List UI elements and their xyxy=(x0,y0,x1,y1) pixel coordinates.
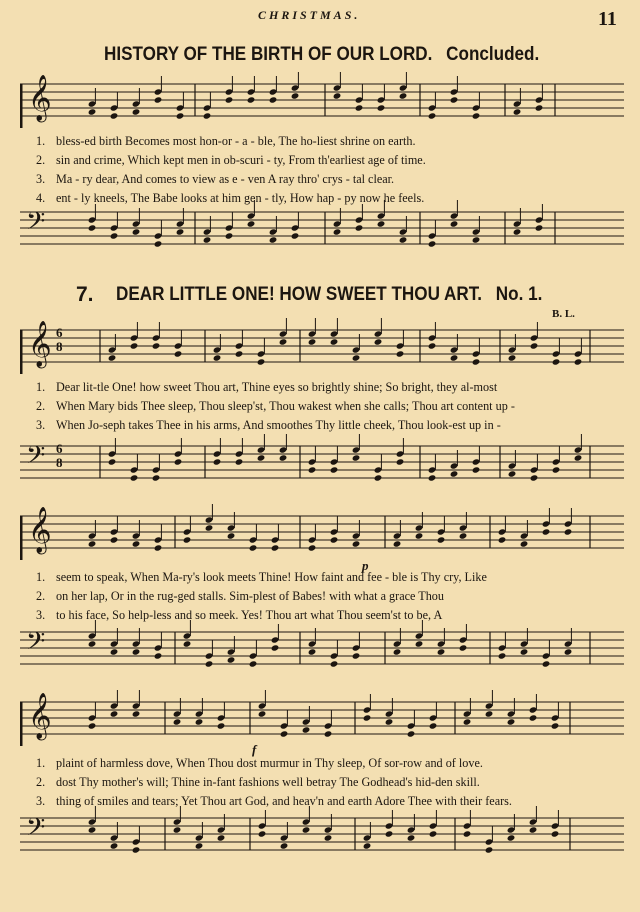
note-head xyxy=(280,842,289,849)
note-head xyxy=(291,92,300,99)
note-head xyxy=(257,358,266,365)
lyric-line: 3. When Jo-seph takes Thee in his arms, And smoothes Thy little cheek, Thou look-est up in - xyxy=(36,418,501,432)
note-head xyxy=(450,354,459,361)
lyric-line: 3. Ma - ry dear, And comes to view as e - ven A ray thro' crys - tal clear. xyxy=(36,172,395,186)
note-head xyxy=(110,710,119,717)
lyric-line: 1. plaint of harmless dove, When Thou dost murmur in Thy sleep, Of sor-row and of love. xyxy=(36,756,483,770)
note-head xyxy=(393,540,402,547)
note-head xyxy=(564,648,573,655)
note-head xyxy=(173,826,182,833)
note-head xyxy=(203,112,212,119)
note-head xyxy=(110,536,119,543)
note-head xyxy=(428,474,437,481)
note-head xyxy=(520,540,529,547)
note-head xyxy=(529,714,538,721)
note-head xyxy=(330,466,339,473)
note-head xyxy=(551,722,560,729)
note-head xyxy=(507,718,516,725)
note-head xyxy=(176,112,185,119)
note-head xyxy=(363,714,372,721)
lyric-line: 2. sin and crime, Which kept men in ob-scuri - ty, From th'earliest age of time. xyxy=(36,153,426,167)
note-head xyxy=(88,108,97,115)
note-head xyxy=(513,108,522,115)
note-head xyxy=(429,830,438,837)
note-head xyxy=(330,338,339,345)
lyric-line: 2. When Mary bids Thee sleep, Thou sleep'st, Thou wakest when she calls; Thou art content up - xyxy=(36,399,515,413)
note-head xyxy=(407,730,416,737)
note-head xyxy=(498,652,507,659)
note-head xyxy=(154,240,163,247)
note-head xyxy=(176,228,185,235)
bass-clef-icon: 𝄢 xyxy=(26,442,46,475)
note-head xyxy=(152,342,161,349)
note-head xyxy=(513,228,522,235)
note-head xyxy=(225,96,234,103)
note-head xyxy=(108,458,117,465)
page-number: 11 xyxy=(598,8,617,30)
note-head xyxy=(333,92,342,99)
note-head xyxy=(271,544,280,551)
lyric-line: 1. seem to speak, When Ma-ry's look meets Thine! How faint and fee - ble is Thy cry, Like xyxy=(36,570,487,584)
note-head xyxy=(363,842,372,849)
note-head xyxy=(217,834,226,841)
treble-clef-icon: 𝄞 xyxy=(28,507,52,552)
lyric-line: 2. dost Thy mother's will; Thine in-fant fashions well betray The Godhead's hid-den skill. xyxy=(36,775,480,789)
time-signature-icon: 6 8 xyxy=(56,325,63,354)
note-head xyxy=(437,536,446,543)
note-head xyxy=(542,660,551,667)
note-head xyxy=(227,656,236,663)
note-head xyxy=(377,104,386,111)
note-head xyxy=(352,540,361,547)
note-head xyxy=(385,830,394,837)
treble-clef-icon: 𝄞 xyxy=(28,321,52,366)
note-head xyxy=(429,722,438,729)
note-head xyxy=(330,536,339,543)
lyric-line: 2. on her lap, Or in the rug-ged stalls. Sim-plest of Babes! with what a grace Thou xyxy=(36,589,444,603)
note-head xyxy=(258,710,267,717)
note-head xyxy=(235,350,244,357)
note-head xyxy=(152,474,161,481)
note-head xyxy=(324,730,333,737)
note-head xyxy=(279,338,288,345)
hymn-number: 7. xyxy=(76,283,94,306)
note-head xyxy=(195,718,204,725)
lyric-line: 1. bless-ed birth Becomes most hon-or - a - ble, The ho-liest shrine on earth. xyxy=(36,134,416,148)
note-head xyxy=(374,474,383,481)
note-head xyxy=(302,726,311,733)
note-head xyxy=(463,830,472,837)
note-head xyxy=(205,660,214,667)
note-head xyxy=(269,96,278,103)
note-head xyxy=(507,834,516,841)
note-head xyxy=(110,648,119,655)
note-head xyxy=(110,112,119,119)
note-head xyxy=(130,474,139,481)
note-head xyxy=(173,718,182,725)
note-head xyxy=(352,652,361,659)
note-head xyxy=(459,644,468,651)
note-head xyxy=(217,722,226,729)
note-head xyxy=(174,458,183,465)
note-head xyxy=(542,528,551,535)
note-head xyxy=(183,640,192,647)
note-head xyxy=(415,640,424,647)
note-head xyxy=(213,458,222,465)
note-head xyxy=(393,648,402,655)
running-title: CHRISTMAS. xyxy=(258,8,361,22)
note-head xyxy=(437,648,446,655)
note-head xyxy=(535,104,544,111)
note-head xyxy=(450,96,459,103)
bass-clef-icon: 𝄢 xyxy=(26,628,46,661)
note-head xyxy=(88,826,97,833)
note-head xyxy=(257,454,266,461)
note-head xyxy=(132,710,141,717)
bass-clef-icon: 𝄢 xyxy=(26,814,46,847)
note-head xyxy=(485,846,494,853)
note-head xyxy=(247,220,256,227)
note-head xyxy=(249,544,258,551)
note-head xyxy=(88,540,97,547)
lyric-line: 3. thing of smiles and tears; Yet Thou art God, and heav'n and earth Adore Thee with their fears. xyxy=(36,794,512,808)
note-head xyxy=(508,470,517,477)
note-head xyxy=(132,540,141,547)
note-head xyxy=(154,652,163,659)
note-head xyxy=(374,338,383,345)
note-head xyxy=(132,846,141,853)
treble-clef-icon: 𝄞 xyxy=(28,75,52,120)
note-head xyxy=(498,536,507,543)
note-head xyxy=(154,96,163,103)
note-head xyxy=(203,236,212,243)
lyric-line: 3. to his face, So help-less and so meek. Yes! Thou art what Thou seem'st to be, A xyxy=(36,608,443,622)
note-head xyxy=(279,454,288,461)
note-head xyxy=(154,544,163,551)
piano-dynamic: p xyxy=(362,558,369,573)
note-head xyxy=(247,96,256,103)
note-head xyxy=(88,640,97,647)
hymn-subtitle: No. 1. xyxy=(495,284,543,305)
note-head xyxy=(269,236,278,243)
note-head xyxy=(472,466,481,473)
note-head xyxy=(415,532,424,539)
note-head xyxy=(399,236,408,243)
note-head xyxy=(428,342,437,349)
note-head xyxy=(377,220,386,227)
note-head xyxy=(564,528,573,535)
note-head xyxy=(195,842,204,849)
note-head xyxy=(552,466,561,473)
note-head xyxy=(108,354,117,361)
time-signature-icon: 6 8 xyxy=(56,441,63,470)
note-head xyxy=(355,104,364,111)
note-head xyxy=(280,730,289,737)
note-head xyxy=(308,338,317,345)
note-head xyxy=(450,470,459,477)
note-head xyxy=(302,826,311,833)
note-head xyxy=(183,536,192,543)
note-head xyxy=(205,524,214,531)
note-head xyxy=(552,358,561,365)
note-head xyxy=(132,228,141,235)
note-head xyxy=(472,236,481,243)
note-head xyxy=(235,458,244,465)
note-head xyxy=(333,228,342,235)
note-head xyxy=(529,826,538,833)
note-head xyxy=(227,532,236,539)
note-head xyxy=(271,644,280,651)
note-head xyxy=(130,342,139,349)
note-head xyxy=(352,354,361,361)
note-head xyxy=(485,710,494,717)
note-head xyxy=(324,834,333,841)
note-head xyxy=(132,108,141,115)
note-head xyxy=(308,648,317,655)
note-head xyxy=(520,648,529,655)
forte-dynamic: f xyxy=(252,742,257,757)
note-head xyxy=(308,544,317,551)
note-head xyxy=(535,224,544,231)
note-head xyxy=(88,224,97,231)
note-head xyxy=(132,648,141,655)
note-head xyxy=(308,466,317,473)
note-head xyxy=(530,474,539,481)
note-head xyxy=(574,454,583,461)
note-head xyxy=(472,112,481,119)
note-head xyxy=(463,718,472,725)
note-head xyxy=(258,830,267,837)
note-head xyxy=(530,342,539,349)
note-head xyxy=(352,454,361,461)
note-head xyxy=(396,350,405,357)
note-head xyxy=(551,830,560,837)
note-head xyxy=(450,220,459,227)
note-head xyxy=(88,722,97,729)
treble-clef-icon: 𝄞 xyxy=(28,693,52,738)
note-head xyxy=(110,232,119,239)
attribution: B. L. xyxy=(552,308,575,320)
note-head xyxy=(355,224,364,231)
note-head xyxy=(508,354,517,361)
note-head xyxy=(225,232,234,239)
hymn-title-text: DEAR LITTLE ONE! HOW SWEET THOU ART. xyxy=(116,284,483,305)
note-head xyxy=(110,842,119,849)
note-head xyxy=(291,232,300,239)
note-head xyxy=(428,112,437,119)
note-head xyxy=(174,350,183,357)
bass-clef-icon: 𝄢 xyxy=(26,208,46,241)
note-head xyxy=(407,834,416,841)
note-head xyxy=(385,718,394,725)
hymn-subtitle: Concluded. xyxy=(446,44,540,65)
hymn-title-text: HISTORY OF THE BIRTH OF OUR LORD. xyxy=(104,44,433,65)
note-head xyxy=(472,358,481,365)
note-head xyxy=(428,240,437,247)
note-head xyxy=(574,358,583,365)
note-head xyxy=(459,532,468,539)
note-head xyxy=(213,354,222,361)
lyric-line: 4. ent - ly kneels, The Babe looks at him gen - tly, How hap - py now he feels. xyxy=(36,191,425,205)
note-head xyxy=(399,92,408,99)
note-head xyxy=(249,660,258,667)
note-head xyxy=(396,458,405,465)
lyric-line: 1. Dear lit-tle One! how sweet Thou art, Thine eyes so brightly shine; So bright, they al-most xyxy=(36,380,498,394)
note-head xyxy=(330,660,339,667)
